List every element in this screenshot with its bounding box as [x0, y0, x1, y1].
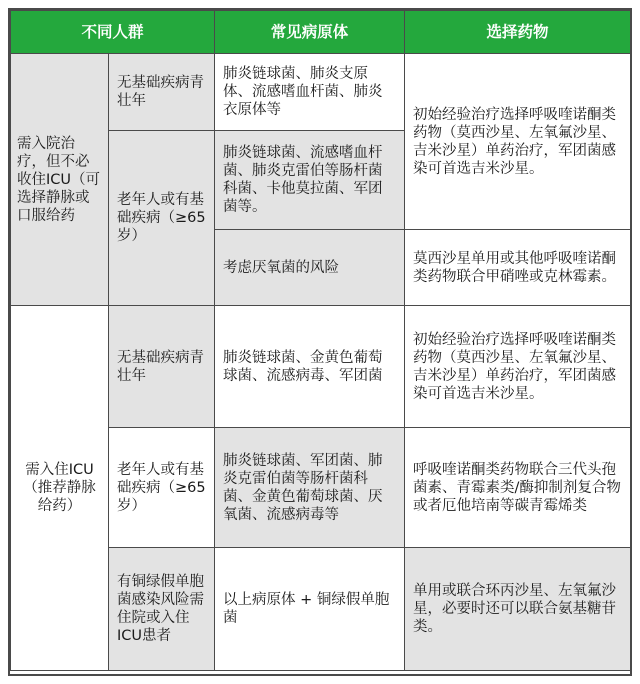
pathogens-cell: 肺炎链球菌、肺炎支原体、流感嗜血杆菌、肺炎衣原体等: [215, 54, 405, 131]
population-cell: 无基础疾病青壮年: [109, 54, 215, 131]
drugs-cell: 初始经验治疗选择呼吸喹诺酮类药物（莫西沙星、左氧氟沙星、吉米沙星）单药治疗，军团菌感染可首选吉米沙星。: [405, 54, 631, 230]
header-pathogens: 常见病原体: [215, 11, 405, 54]
pathogens-cell: 肺炎链球菌、金黄色葡萄球菌、流感病毒、军团菌: [215, 306, 405, 428]
pathogens-cell: 肺炎链球菌、流感嗜血杆菌、肺炎克雷伯等肠杆菌科菌、卡他莫拉菌、军团菌等。: [215, 131, 405, 230]
drugs-cell: 莫西沙星单用或其他呼吸喹诺酮类药物联合甲硝唑或克林霉素。: [405, 230, 631, 306]
setting-cell-icu: 需入住ICU（推荐静脉给药）: [11, 306, 109, 671]
population-cell: 无基础疾病青壮年: [109, 306, 215, 428]
header-population: 不同人群: [11, 11, 215, 54]
pathogens-cell: 考虑厌氧菌的风险: [215, 230, 405, 306]
population-cell: 老年人或有基础疾病（≥65岁）: [109, 428, 215, 548]
drugs-cell: 单用或联合环丙沙星、左氧氟沙星，必要时还可以联合氨基糖苷类。: [405, 548, 631, 671]
table-row: [11, 306, 631, 428]
population-cell: 有铜绿假单胞菌感染风险需住院或入住ICU患者: [109, 548, 215, 671]
pathogens-cell: 肺炎链球菌、军团菌、肺炎克雷伯菌等肠杆菌科菌、金黄色葡萄球菌、厌氧菌、流感病毒等: [215, 428, 405, 548]
setting-cell-ward: 需入院治疗，但不必收住ICU（可选择静脉或口服给药: [11, 54, 109, 306]
table-header-row: [11, 11, 631, 54]
drugs-cell: 初始经验治疗选择呼吸喹诺酮类药物（莫西沙星、左氧氟沙星、吉米沙星）单药治疗，军团菌感染可首选吉米沙星。: [405, 306, 631, 428]
table-row: [11, 54, 631, 131]
pathogens-cell: 以上病原体 + 铜绿假单胞菌: [215, 548, 405, 671]
header-drugs: 选择药物: [405, 11, 631, 54]
pneumonia-treatment-table: [10, 10, 631, 671]
pneumonia-treatment-table-frame: [8, 8, 632, 676]
population-cell: 老年人或有基础疾病（≥65岁）: [109, 131, 215, 306]
drugs-cell: 呼吸喹诺酮类药物联合三代头孢菌素、青霉素类/酶抑制剂复合物或者厄他培南等碳青霉烯类: [405, 428, 631, 548]
